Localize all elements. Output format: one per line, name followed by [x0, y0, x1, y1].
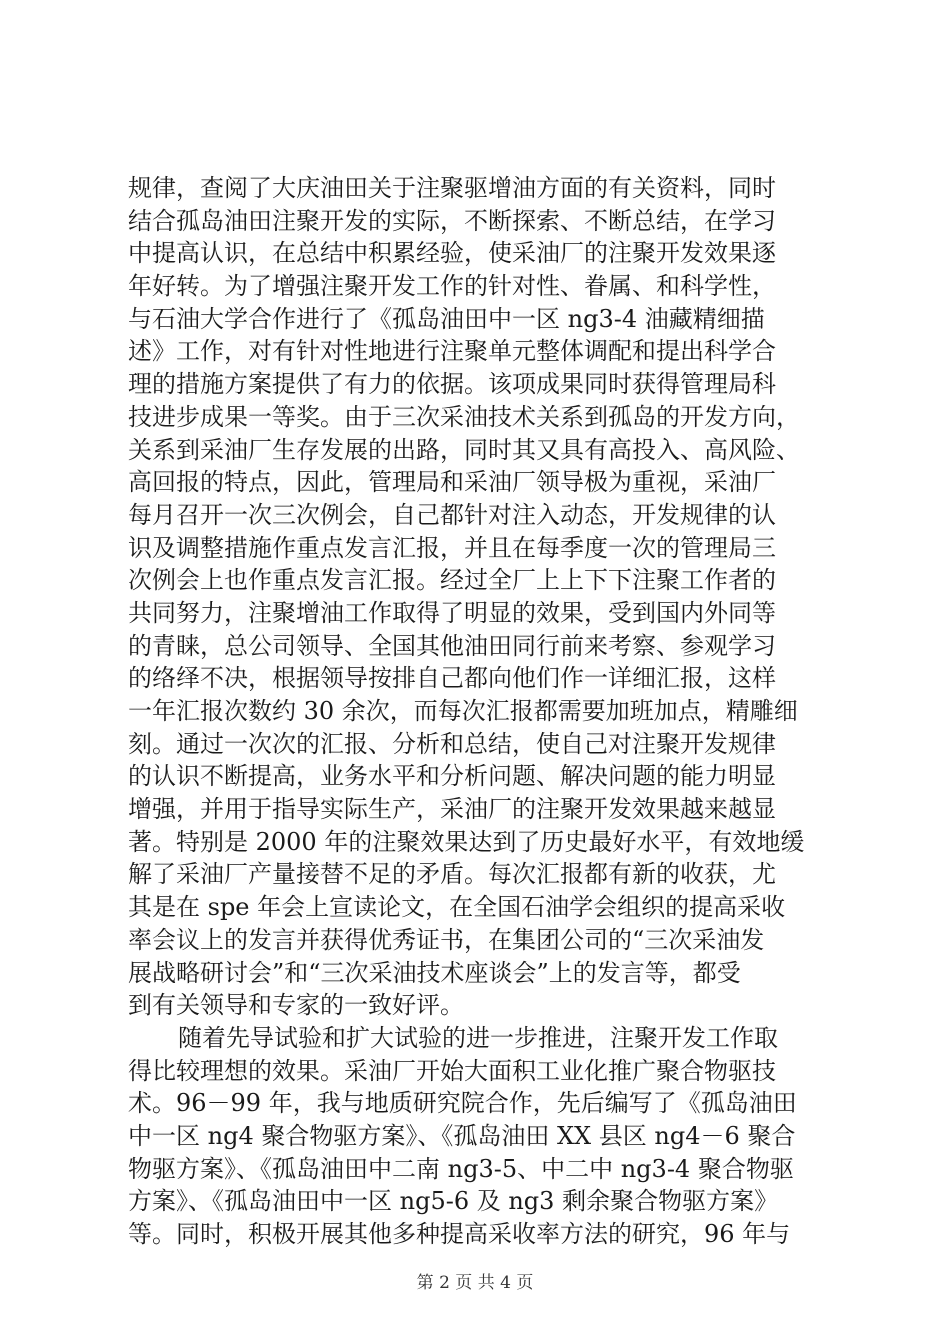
text-line: 方案》、《孤岛油田中一区 ng5-6 及 ng3 剩余聚合物驱方案》 — [128, 1187, 779, 1216]
text-line: 中提高认识，在总结中积累经验，使采油厂的注聚开发效果逐 — [128, 239, 776, 268]
text-line: 每月召开一次三次例会，自己都针对注入动态，开发规律的认 — [128, 500, 776, 529]
text-line: 得比较理想的效果。采油厂开始大面积工业化推广聚合物驱技 — [128, 1056, 776, 1085]
text-line: 物驱方案》、《孤岛油田中二南 ng3-5、中二中 ng3-4 聚合物驱 — [128, 1154, 794, 1183]
text-line: 的认识不断提高，业务水平和分析问题、解决问题的能力明显 — [128, 762, 776, 791]
text-line: 解了采油厂产量接替不足的矛盾。每次汇报都有新的收获，尤 — [128, 860, 776, 889]
text-line: 规律，查阅了大庆油田关于注聚驱增油方面的有关资料，同时 — [128, 174, 776, 202]
text-line: 展战略研讨会”和“三次采油技术座谈会”上的发言等，都受 — [128, 958, 741, 987]
page-footer: 第 2 页 共 4 页 — [416, 1273, 534, 1293]
text-line: 与石油大学合作进行了《孤岛油田中一区 ng3-4 油藏精细描 — [128, 304, 765, 333]
text-line: 述》工作，对有针对性地进行注聚单元整体调配和提出科学合 — [128, 337, 776, 366]
body-text — [128, 172, 848, 1251]
text-line: 刻。通过一次次的汇报、分析和总结，使自己对注聚开发规律 — [128, 729, 776, 758]
text-line: 中一区 ng4 聚合物驱方案》、《孤岛油田 XX 县区 ng4－6 聚合 — [128, 1121, 796, 1150]
text-line: 高回报的特点，因此，管理局和采油厂领导极为重视，采油厂 — [128, 468, 776, 497]
text-line: 随着先导试验和扩大试验的进一步推进，注聚开发工作取 — [178, 1023, 778, 1052]
text-line: 结合孤岛油田注聚开发的实际，不断探索、不断总结，在学习 — [128, 206, 776, 235]
text-line: 到有关领导和专家的一致好评。 — [128, 991, 464, 1020]
text-line: 等。同时，积极开展其他多种提高采收率方法的研究，96 年与 — [128, 1220, 791, 1248]
text-line: 年好转。为了增强注聚开发工作的针对性、眷属、和科学性， — [128, 272, 776, 301]
text-line: 其是在 spe 年会上宣读论文，在全国石油学会组织的提高采收 — [128, 893, 786, 922]
text-line: 增强，并用于指导实际生产，采油厂的注聚开发效果越来越显 — [128, 795, 776, 824]
text-line: 的络绎不决，根据领导按排自己都向他们作一详细汇报，这样 — [128, 664, 776, 693]
text-line: 识及调整措施作重点发言汇报，并且在每季度一次的管理局三 — [128, 533, 776, 562]
text-line: 一年汇报次数约 30 余次，而每次汇报都需要加班加点，精雕细 — [128, 697, 798, 725]
text-line: 术。96－99 年，我与地质研究院合作，先后编写了《孤岛油田 — [128, 1089, 797, 1118]
text-line: 技进步成果一等奖。由于三次采油技术关系到孤岛的开发方向， — [128, 402, 800, 431]
text-line: 理的措施方案提供了有力的依据。该项成果同时获得管理局科 — [128, 370, 776, 399]
text-line: 率会议上的发言并获得优秀证书，在集团公司的“三次采油发 — [128, 925, 765, 954]
text-line: 关系到采油厂生存发展的出路，同时其又具有高投入、高风险、 — [128, 435, 800, 464]
text-line: 次例会上也作重点发言汇报。经过全厂上上下下注聚工作者的 — [128, 566, 776, 595]
text-line: 著。特别是 2000 年的注聚效果达到了历史最好水平，有效地缓 — [128, 827, 805, 856]
text-line: 共同努力，注聚增油工作取得了明显的效果，受到国内外同等 — [128, 598, 776, 627]
text-line: 的青睐，总公司领导、全国其他油田同行前来考察、参观学习 — [128, 631, 776, 660]
